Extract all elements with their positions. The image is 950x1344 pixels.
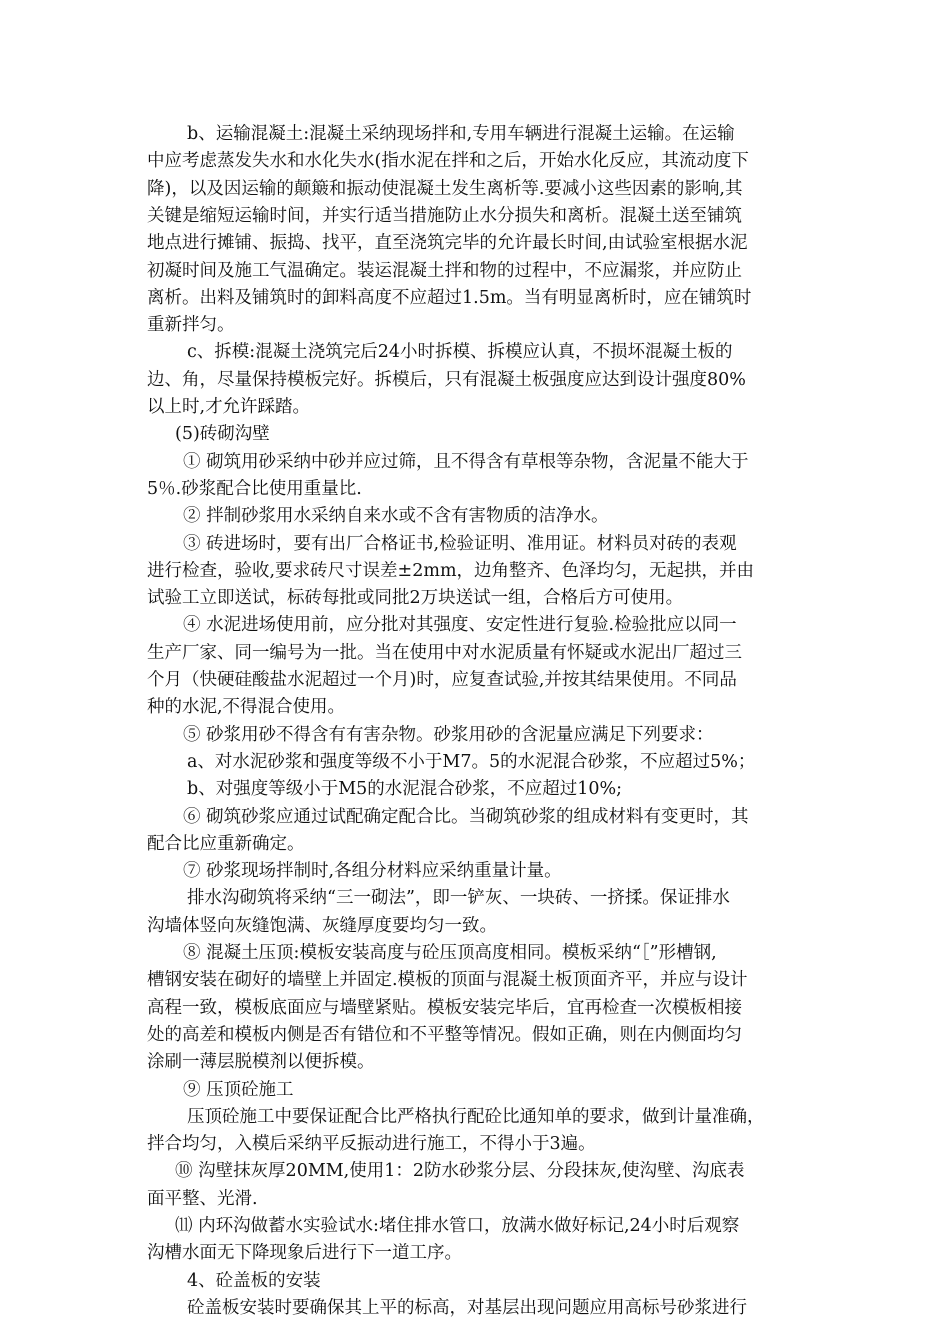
text-line: ④ 水泥进场使用前，应分批对其强度、安定性进行复验.检验批应以同一	[183, 615, 737, 636]
text-line: 种的水泥,不得混合使用。	[147, 697, 346, 718]
text-line: 降)，以及因运输的颠簸和振动使混凝土发生离析等.要减小这些因素的影响,其	[147, 178, 743, 199]
text-line: ② 拌制砂浆用水采纳自来水或不含有害物质的洁净水。	[183, 506, 609, 527]
text-line: 5％.砂浆配合比使用重量比.	[147, 478, 362, 499]
text-line: ⑾ 内环沟做蓄水实验试水:堵住排水管口，放满水做好标记,24小时后观察	[175, 1216, 740, 1236]
text-line: 拌合均匀，入模后采纳平反振动进行施工，不得小于3遍。	[147, 1134, 596, 1155]
text-line: 处的高差和模板内侧是否有错位和不平整等情况。假如正确，则在内侧面均匀	[147, 1024, 742, 1045]
text-line: 重新拌匀。	[147, 315, 235, 336]
text-line: 进行检查，验收,要求砖尺寸误差±2mm，边角整齐、色泽均匀，无起拱，并由	[147, 560, 755, 581]
text-line: 压顶砼施工中要保证配合比严格执行配砼比通知单的要求，做到计量准确，	[187, 1106, 765, 1127]
text-line: 关键是缩短运输时间，并实行适当措施防止水分损失和离析。混凝土送至铺筑	[147, 205, 742, 226]
text-line: b、对强度等级小于M5的水泥混合砂浆，不应超过10%;	[187, 779, 623, 800]
text-line: 沟槽水面无下降现象后进行下一道工序。	[147, 1243, 462, 1264]
text-line: 面平整、光滑.	[147, 1188, 258, 1209]
text-line: 初凝时间及施工气温确定。装运混凝土拌和物的过程中，不应漏浆，并应防止	[147, 260, 742, 281]
text-line: ⑧ 混凝土压顶:模板安装高度与砼压顶高度相同。模板采纳“［”形槽钢,	[183, 943, 717, 963]
text-line: ⑦ 砂浆现场拌制时,各组分材料应采纳重量计量。	[183, 861, 562, 882]
text-line: 涂刷一薄层脱模剂以便拆模。	[147, 1052, 375, 1073]
text-line: 边、角，尽量保持模板完好。拆模后，只有混凝土板强度应达到设计强度80%	[147, 369, 746, 390]
text-line: 地点进行摊铺、振捣、找平，直至浇筑完毕的允许最长时间,由试验室根据水泥	[147, 233, 748, 254]
text-line: ⑤ 砂浆用砂不得含有有害杂物。砂浆用砂的含泥量应满足下列要求：	[183, 724, 714, 745]
text-line: 试验工立即送试，标砖每批或同批2万块送试一组，合格后方可使用。	[147, 588, 684, 609]
text-line: ⑥ 砌筑砂浆应通过试配确定配合比。当砌筑砂浆的组成材料有变更时，其	[183, 806, 749, 827]
text-line: ⑩ 沟壁抹灰厚20MM,使用1：2防水砂浆分层、分段抹灰,使沟壁、沟底表	[175, 1161, 745, 1182]
text-line: (5)砖砌沟壁	[175, 424, 270, 445]
text-line: c、拆模:混凝土浇筑完后24小时拆模、拆模应认真，不损坏混凝土板的	[187, 342, 733, 363]
text-line: a、对水泥砂浆和强度等级不小于M7。5的水泥混合砂浆，不应超过5%；	[187, 751, 756, 772]
text-line: ⑨ 压顶砼施工	[183, 1079, 294, 1100]
text-line: 离析。出料及铺筑时的卸料高度不应超过1.5m。当有明显离析时，应在铺筑时	[147, 287, 752, 308]
text-line: 个月（快硬硅酸盐水泥超过一个月)时，应复查试验,并按其结果使用。不同品	[147, 670, 737, 690]
text-line: b、运输混凝土:混凝土采纳现场拌和,专用车辆进行混凝土运输。在运输	[187, 124, 735, 144]
text-line: 排水沟砌筑将采纳“三一砌法”，即一铲灰、一块砖、一挤揉。保证排水	[187, 888, 730, 909]
text-line: 配合比应重新确定。	[147, 833, 305, 854]
text-line: 高程一致，模板底面应与墙壁紧贴。模板安装完毕后，宜再检查一次模板相接	[147, 997, 742, 1018]
text-line: ③ 砖进场时，要有出厂合格证书,检验证明、准用证。材料员对砖的表观	[183, 533, 737, 554]
text-line: ① 砌筑用砂采纳中砂并应过筛，且不得含有草根等杂物，含泥量不能大于	[183, 451, 749, 472]
text-line: 以上时,才允许踩踏。	[147, 397, 311, 417]
text-line: 槽钢安装在砌好的墙壁上并固定.模板的顶面与混凝土板顶面齐平，并应与设计	[147, 970, 748, 991]
text-line: 生产厂家、同一编号为一批。当在使用中对水泥质量有怀疑或水泥出厂超过三	[147, 642, 742, 663]
text-line: 中应考虑蒸发失水和水化失水(指水泥在拌和之后，开始水化反应，其流动度下	[147, 151, 749, 172]
text-line: 沟墙体竖向灰缝饱满、灰缝厚度要均匀一致。	[147, 915, 497, 936]
text-line: 砼盖板安装时要确保其上平的标高，对基层出现问题应用高标号砂浆进行	[187, 1297, 747, 1318]
text-line: 4、砼盖板的安装	[187, 1270, 321, 1291]
